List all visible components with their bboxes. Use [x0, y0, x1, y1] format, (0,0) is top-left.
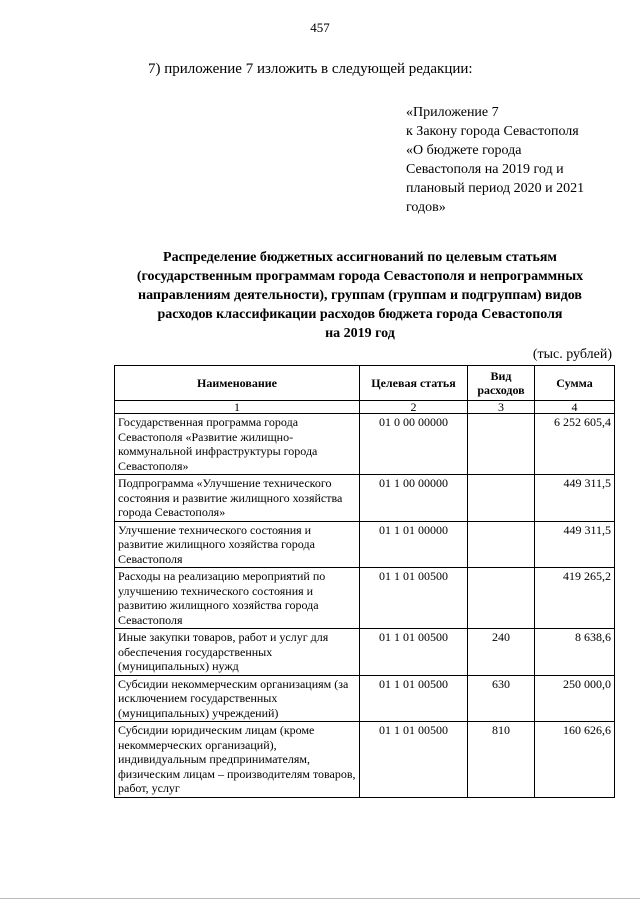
heading-line: Распределение бюджетных ассигнований по целевым статьям: [163, 250, 557, 265]
appendix-line: годов»: [406, 200, 446, 215]
table-row: [115, 568, 615, 629]
table-row: [115, 675, 615, 722]
row-name: Государственная программа города Севастополя «Развитие жилищно-коммунальной инфраструктуры города Севастополя»: [115, 414, 360, 475]
row-expense-type: [468, 568, 535, 629]
row-expense-type: [468, 521, 535, 568]
row-sum: 449 311,5: [535, 521, 615, 568]
row-expense-type: [468, 414, 535, 475]
column-number: 1: [115, 401, 360, 414]
heading-line: расходов классификации расходов бюджета города Севастополя: [157, 307, 563, 322]
row-expense-type: 630: [468, 675, 535, 722]
page-bottom-edge: [0, 898, 640, 899]
row-sum: 160 626,6: [535, 722, 615, 798]
row-name: Субсидии некоммерческим организациям (за исключением государственных (муниципальных) учреждений): [115, 675, 360, 722]
row-target-article: 01 1 01 00500: [360, 675, 468, 722]
header-sum: Сумма: [535, 366, 615, 401]
row-expense-type: 810: [468, 722, 535, 798]
row-sum: 8 638,6: [535, 629, 615, 676]
table-row: [115, 521, 615, 568]
header-target-article: Целевая статья: [360, 366, 468, 401]
row-name: Иные закупки товаров, работ и услуг для обеспечения государственных (муниципальных) нужд: [115, 629, 360, 676]
row-target-article: 01 1 01 00500: [360, 629, 468, 676]
instruction-text: 7) приложение 7 изложить в следующей редакции:: [148, 61, 473, 77]
appendix-reference: [406, 103, 606, 217]
row-target-article: 01 1 01 00000: [360, 521, 468, 568]
appendix-line: «Приложение 7: [406, 105, 499, 120]
row-name: Расходы на реализацию мероприятий по улучшению технического состояния и развитию жилищного хозяйства города Севастополя: [115, 568, 360, 629]
table-row: [115, 629, 615, 676]
page-number: 457: [310, 20, 330, 35]
row-name: Субсидии юридическим лицам (кроме некоммерческих организаций), индивидуальным предпринимателям, физическим лицам – производителям товаров, работ, услуг: [115, 722, 360, 798]
table-row: [115, 414, 615, 475]
row-sum: 250 000,0: [535, 675, 615, 722]
table-row: [115, 475, 615, 522]
row-target-article: 01 1 00 00000: [360, 475, 468, 522]
row-name: Улучшение технического состояния и развитие жилищного хозяйства города Севастополя: [115, 521, 360, 568]
units-label: (тыс. рублей): [532, 347, 612, 362]
row-expense-type: [468, 475, 535, 522]
table-header-row: [115, 366, 615, 401]
heading-line: на 2019 год: [325, 326, 395, 341]
row-sum: 419 265,2: [535, 568, 615, 629]
row-target-article: 01 1 01 00500: [360, 568, 468, 629]
row-target-article: 01 1 01 00500: [360, 722, 468, 798]
appendix-line: Севастополя на 2019 год и: [406, 162, 564, 177]
header-name: Наименование: [115, 366, 360, 401]
column-number-row: [115, 401, 615, 414]
table-row: [115, 722, 615, 798]
row-sum: 449 311,5: [535, 475, 615, 522]
row-name: Подпрограмма «Улучшение технического состояния и развитие жилищного хозяйства города Севастополя»: [115, 475, 360, 522]
appendix-line: к Закону города Севастополя: [406, 124, 579, 139]
row-sum: 6 252 605,4: [535, 414, 615, 475]
budget-table: [114, 365, 615, 798]
column-number: 4: [535, 401, 615, 414]
row-target-article: 01 0 00 00000: [360, 414, 468, 475]
row-expense-type: 240: [468, 629, 535, 676]
heading-line: направлениям деятельности), группам (группам и подгруппам) видов: [138, 288, 582, 303]
appendix-line: плановый период 2020 и 2021: [406, 181, 585, 196]
document-heading: [95, 248, 625, 343]
appendix-line: «О бюджете города: [406, 143, 522, 158]
column-number: 2: [360, 401, 468, 414]
column-number: 3: [468, 401, 535, 414]
heading-line: (государственным программам города Севастополя и непрограммных: [136, 269, 584, 284]
header-expense-type: Вид расходов: [468, 366, 535, 401]
